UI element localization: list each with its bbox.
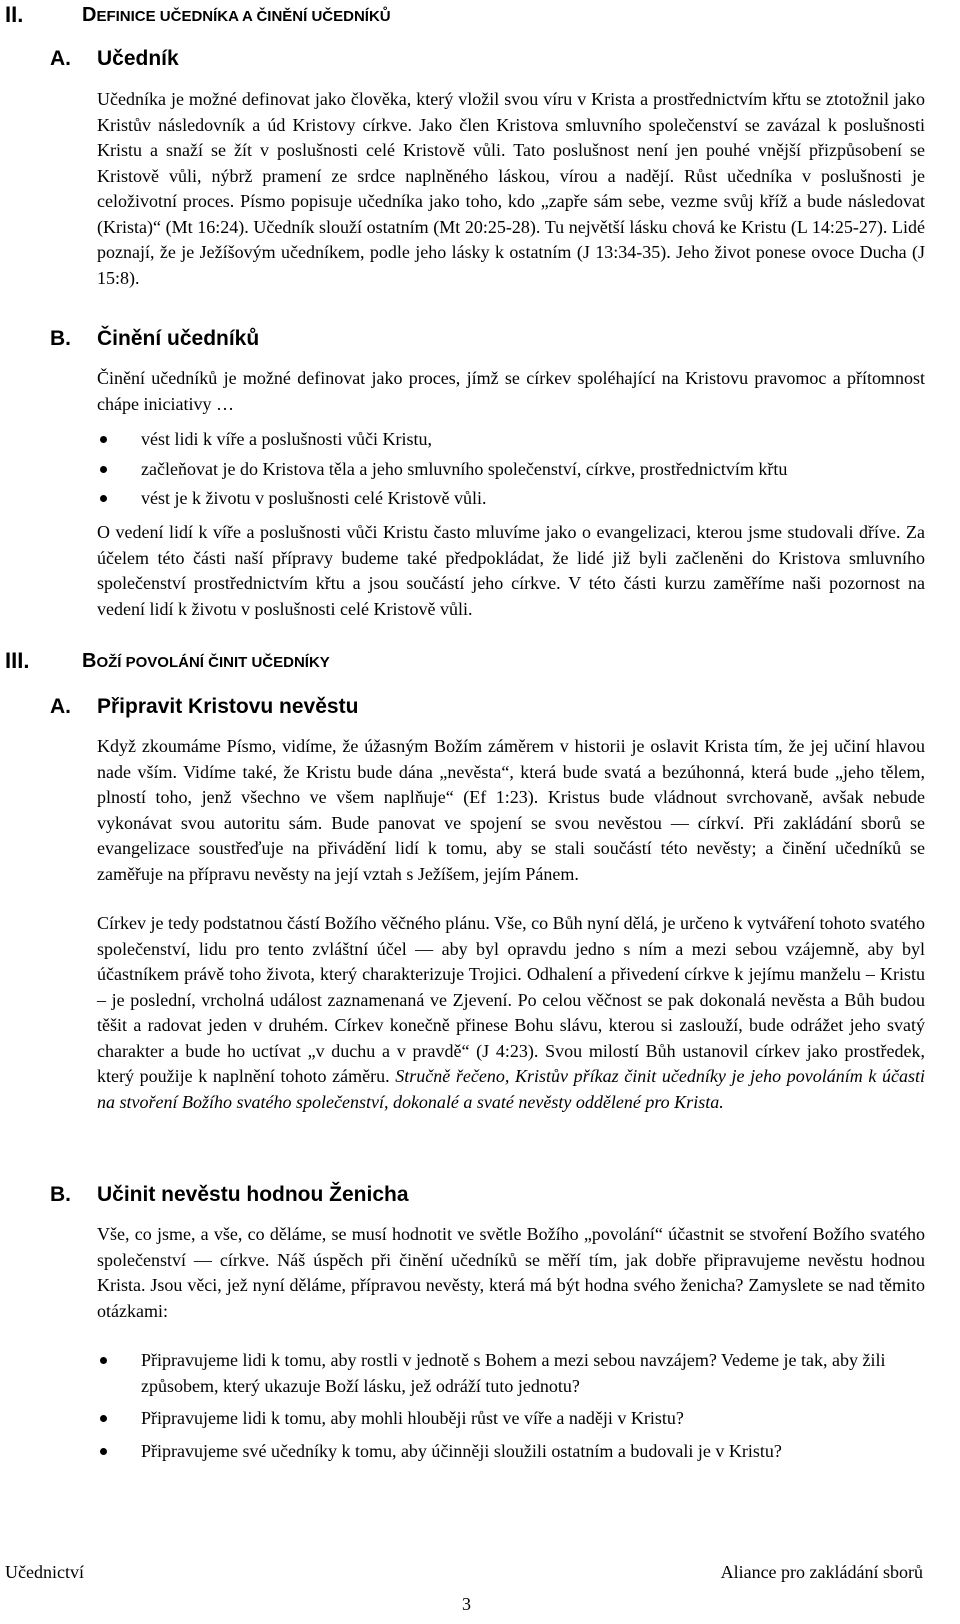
- section-number-3: III.: [5, 648, 30, 673]
- paragraph-nevesta: Když zkoumáme Písmo, vidíme, že úžasným Božím záměrem v historii je oslavit Krista tím, že jej učiní hlavou nade vším. Vidíme také, že Kristu bude dána „nevěsta“, která bude svatá a bezúhonná, která bude „jeho tělem, plností toho, jenž všechno ve všem naplňuje“ (Ef 1:23). Kristus bude vládnout svrchovaně, avšak nebude vykonávat svou autoritu sám. Bude panovat ve spojení se svou nevěstou — církví. Při zakládání sborů se evangelizace soustřeďuje na přivádění lidí k tomu, aby se stali součástí této nevěsty; a činění učedníků se zaměřuje na přípravu nevěsty na její vztah s Ježíšem, jejím Pánem.: [97, 736, 925, 884]
- paragraph-cirkev-text: Církev je tedy podstatnou částí Božího věčného plánu. Vše, co Bůh nyní dělá, je určeno k vytváření tohoto svatého společenství, lidu pro tento zvláštní účel — aby byl opravdu jedno s ním a mezi sebou vzájemně, aby byl účastníkem právě toho života, který charakterizuje Trojici. Odhalení a přivedení církve k jejímu manželu – Kristu – je poslední, vrcholná událost zaznamenaná ve Zjevení. Po celou věčnost se pak dokonalá nevěsta a Bůh budou těšit a radovat jeden v druhém. Církev konečně přinese Bohu slávu, kterou si zaslouží, bude odrážet jeho svatý charakter a bude ho uctívat „v duchu a v pravdě“ (J 4:23). Svou milostí Bůh ustanovil církev jako prostředek, který použije k naplnění tohoto záměru.: [97, 913, 925, 1086]
- list-item: Připravujeme své učedníky k tomu, aby účinněji sloužili ostatním a budovali je v Kristu?: [97, 1439, 925, 1465]
- footer-right: Aliance pro zakládání sborů: [720, 1562, 923, 1582]
- subsection-title-2b: Činění učedníků: [97, 327, 260, 350]
- bullet-dot-icon: [100, 1357, 107, 1364]
- footer-left: Učednictví: [5, 1562, 84, 1582]
- list-item: Připravujeme lidi k tomu, aby rostli v jednotě s Bohem a mezi sebou navzájem? Vedeme je tak, aby žili způsobem, který ukazuje Boží lásku, jež odráží tuto jednotu?: [97, 1348, 925, 1399]
- list-item: vést je k životu v poslušnosti celé Kristově vůli.: [97, 486, 925, 512]
- list-item: Připravujeme lidi k tomu, aby mohli hlouběji růst ve víře a naději v Kristu?: [97, 1406, 925, 1432]
- subsection-letter-2b: B.: [50, 327, 71, 350]
- section-title-2-rest: EFINICE UČEDNÍKA A ČINĚNÍ UČEDNÍKŮ: [96, 8, 391, 25]
- subsection-title-2a: Učedník: [97, 47, 179, 70]
- bullet-list-cineni: [97, 427, 925, 512]
- section-title-3-initial: B: [82, 650, 97, 672]
- list-item: začleňovat je do Kristova těla a jeho smluvního společenství, církve, prostřednictvím křtu: [97, 457, 925, 483]
- paragraph-cirkev: [97, 911, 925, 1115]
- paragraph-zenich: Vše, co jsme, a vše, co děláme, se musí hodnotit ve světle Božího „povolání“ účastnit se stvoření Božího svatého společenství — církve. Náš úspěch při činění učedníků se měří tím, jak dobře připravujeme nevěstu hodnou Krista. Jsou věci, jež nyní děláme, přípravou nevěsty, která má být hodna svého ženicha? Zamyslete se nad těmito otázkami:: [97, 1224, 925, 1321]
- bullet-dot-icon: [100, 495, 107, 502]
- bullet-dot-icon: [100, 1448, 107, 1455]
- paragraph-cineni-intro: Činění učedníků je možné definovat jako proces, jímž se církev spoléhající na Kristovu pravomoc a přítomnost chápe iniciativy …: [97, 368, 925, 414]
- subsection-title-3a: Připravit Kristovu nevěstu: [97, 695, 359, 718]
- section-title-3: [82, 650, 330, 673]
- section-title-2-initial: D: [82, 4, 97, 26]
- section-number-2: II.: [5, 2, 24, 27]
- section-title-3-rest: OŽÍ POVOLÁNÍ ČINIT UČEDNÍKY: [96, 654, 330, 671]
- subsection-letter-3a: A.: [50, 695, 71, 718]
- subsection-letter-3b: B.: [50, 1183, 71, 1206]
- page-number: 3: [462, 1594, 471, 1614]
- subsection-letter-2a: A.: [50, 47, 71, 70]
- paragraph-ucednik: Učedníka je možné definovat jako člověka, který vložil svou víru v Krista a prostřednictvím křtu se ztotožnil jako Kristův následovník a úd Kristovy církve. Jako člen Kristova smluvního společenství se zavázal k poslušnosti Kristu a snaží se žít v poslušnosti celé Kristově vůli. Tato poslušnost není jen pouhé vnější přizpůsobení se Kristově vůli, nýbrž pramení ze srdce naplněného láskou, vírou a nadějí. Růst učedníka v poslušnosti je celoživotní proces. Písmo popisuje učedníka jako toho, kdo „zapře sám sebe, vezme svůj kříž a bude následovat (Krista)“ (Mt 16:24). Učedník slouží ostatním (Mt 20:25-28). Tu největší lásku chová ke Kristu (L 14:25-27). Lidé poznají, že je Ježíšovým učedníkem, podle jeho lásky k ostatním (J 13:34-35). Jeho život ponese ovoce Ducha (J 15:8).: [97, 89, 925, 288]
- section-title-2: [82, 4, 391, 27]
- paragraph-evangelizace: O vedení lidí k víře a poslušnosti vůči Kristu často mluvíme jako o evangelizaci, kterou jsme studovali dříve. Za účelem této části naší přípravy budeme také předpokládat, že lidé již byli začleněni do Kristova smluvního společenství prostřednictvím křtu a jsou součástí jeho církve. V této části kurzu zaměříme naši pozornost na vedení lidí k životu v poslušnosti celé Kristově vůli.: [97, 522, 925, 619]
- bullet-dot-icon: [100, 1415, 107, 1422]
- list-item: vést lidi k víře a poslušnosti vůči Kristu,: [97, 427, 925, 453]
- subsection-title-3b: Učinit nevěstu hodnou Ženicha: [97, 1183, 409, 1206]
- bullet-dot-icon: [100, 466, 107, 473]
- bullet-list-otazky: [97, 1348, 925, 1464]
- bullet-dot-icon: [100, 436, 107, 443]
- paragraph-cirkev-italic: Stručně řečeno, Kristův příkaz činit učedníky je jeho povoláním k účasti na stvoření Božího svatého společenství, dokonalé a svaté nevěsty oddělené pro Krista.: [97, 1066, 925, 1112]
